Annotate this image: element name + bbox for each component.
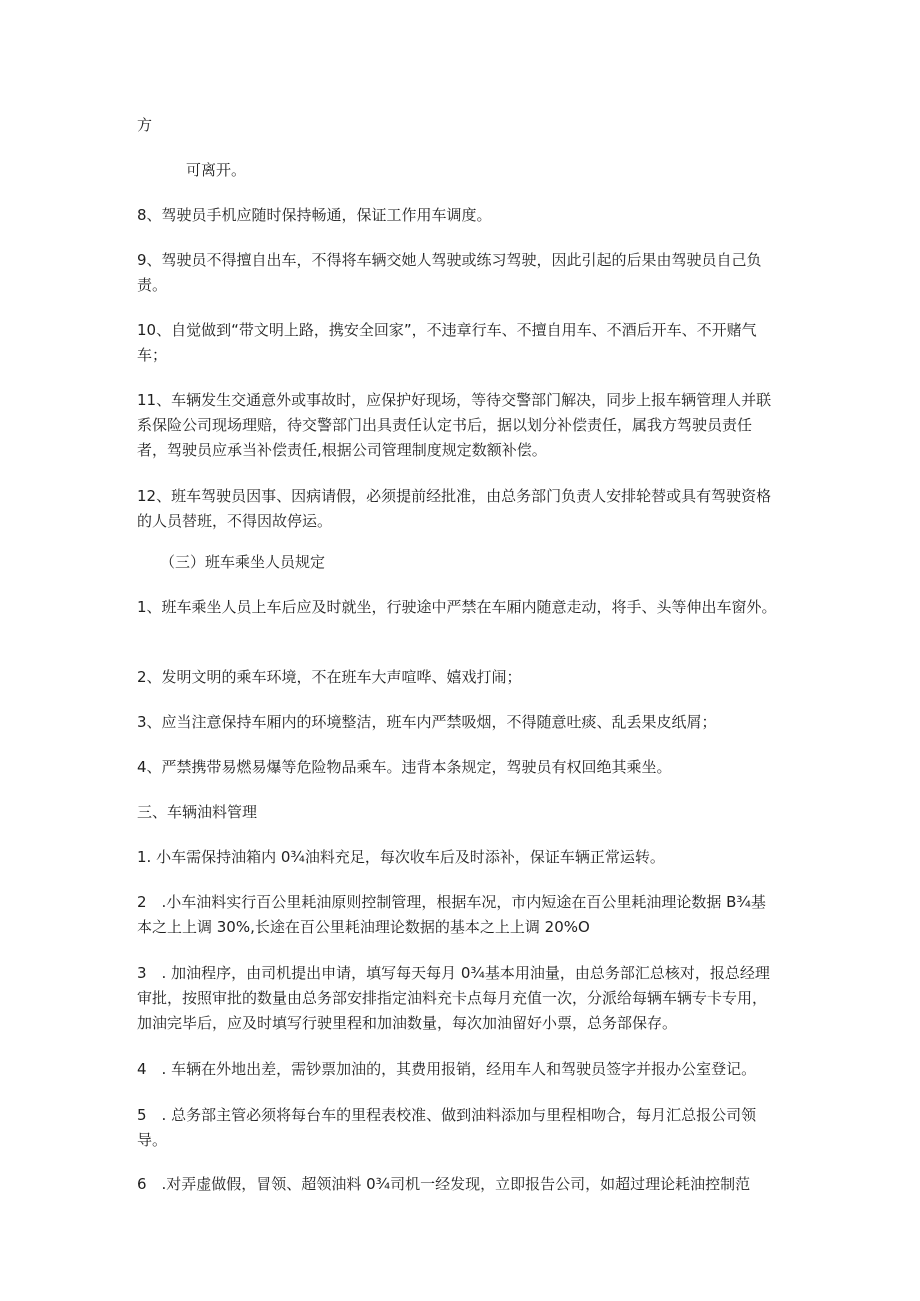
- passenger-rule-3: 3、应当注意保持车厢内的环境整洁，班车内严禁吸烟，不得随意吐痰、乱丢果皮纸屑；: [137, 713, 717, 731]
- passenger-rule-4: 4、严禁携带易燃易爆等危险物品乘车。违背本条规定，驾驶员有权回绝其乘坐。: [137, 758, 672, 776]
- paragraph-item-9: 9、驾驶员不得擅自出车，不得将车辆交她人驾驶或练习驾驶，因此引起的后果由驾驶员自己负责。: [137, 251, 762, 294]
- fuel-rule-2: 2 .小车油料实行百公里耗油原则控制管理，根据车况，市内短途在百公里耗油理论数据 B¾基本之上上调 30%,长途在百公里耗油理论数据的基本之上上调 20%O: [137, 893, 766, 936]
- paragraph-fragment: 方: [137, 116, 153, 134]
- paragraph-item-8: 8、驾驶员手机应随时保持畅通，保证工作用车调度。: [137, 206, 492, 224]
- paragraph-continuation: 可离开。: [186, 161, 247, 179]
- passenger-rule-2: 2、发明文明的乘车环境，不在班车大声喧哗、嬉戏打闹；: [137, 668, 522, 686]
- section-heading-passenger-rules: （三）班车乘坐人员规定: [160, 553, 326, 571]
- paragraph-item-12: 12、班车驾驶员因事、因病请假，必须提前经批准，由总务部门负责人安排轮替或具有驾驶资格的人员替班，不得因故停运。: [137, 487, 772, 530]
- paragraph-item-10: 10、自觉做到“带文明上路，携安全回家”，不违章行车、不擅自用车、不酒后开车、不开赌气车；: [137, 321, 757, 364]
- fuel-rule-5: 5 . 总务部主管必须将每台车的里程表校准、做到油料添加与里程相吻合，每月汇总报公司领导。: [137, 1106, 757, 1149]
- passenger-rule-1: 1、班车乘坐人员上车后应及时就坐，行驶途中严禁在车厢内随意走动，将手、头等伸出车窗外。: [137, 598, 777, 616]
- fuel-rule-4: 4 . 车辆在外地出差，需钞票加油的，其费用报销，经用车人和驾驶员签字并报办公室登记。: [137, 1060, 757, 1078]
- paragraph-item-11: 11、车辆发生交通意外或事故时，应保护好现场，等待交警部门解决，同步上报车辆管理人并联系保险公司现场理赔，待交警部门出具责任认定书后，据以划分补偿责任，属我方驾驶员责任者，驾驶员应承当补偿责任,根据公司管理制度规定数额补偿。: [137, 391, 772, 459]
- fuel-rule-6: 6 .对弄虚做假，冒领、超领油料 0¾司机一经发现，立即报告公司，如超过理论耗油控制范: [137, 1175, 751, 1193]
- section-heading-fuel-management: 三、车辆油料管理: [137, 803, 258, 821]
- fuel-rule-3: 3 . 加油程序，由司机提出申请，填写每天每月 0¾基本用油量，由总务部汇总核对，报总经理审批，按照审批的数量由总务部安排指定油料充卡点每月充值一次，分派给每辆车辆专卡专用，加油完毕后，应及时填写行驶里程和加油数量，每次加油留好小票，总务部保存。: [137, 964, 770, 1032]
- fuel-rule-1: 1. 小车需保持油箱内 0¾油料充足，每次收车后及时添补，保证车辆正常运转。: [137, 848, 665, 866]
